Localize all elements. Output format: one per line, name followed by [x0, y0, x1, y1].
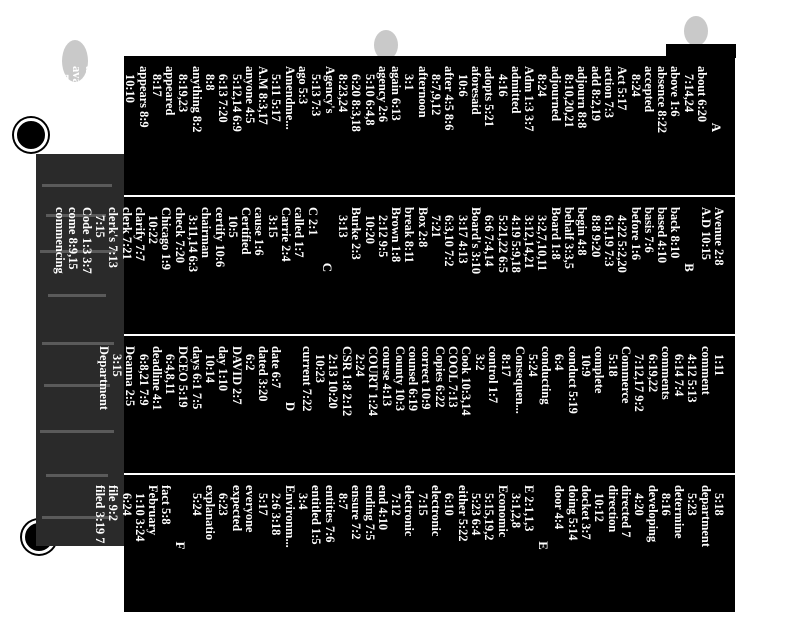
index-entry: 8:24 — [628, 74, 643, 97]
index-entry: 7:15 — [92, 215, 107, 238]
index-entry: 6:23 — [216, 493, 231, 516]
index-entry: 5:17 — [256, 493, 271, 516]
index-letter-heading: C — [319, 262, 335, 273]
index-entry: file 9:2 — [106, 485, 121, 522]
index-entry: agency 2:6 — [375, 66, 390, 123]
index-entry: 5:23 6:4 — [468, 493, 483, 536]
index-entry: 3:13 — [335, 215, 350, 238]
index-entry: comment — [698, 346, 713, 395]
index-entry: deadline 4:1 — [149, 346, 164, 411]
index-page — [53, 56, 735, 612]
index-entry: anything 8:2 — [189, 66, 204, 133]
index-entry: 8:8 — [203, 74, 218, 91]
index-entry: 8:16 — [658, 493, 673, 516]
index-entry: certify 10:6 — [212, 207, 227, 268]
index-entry: comments — [658, 346, 673, 400]
index-entry: DCEO 5:19 — [176, 346, 191, 408]
index-entry: 6:1,19 7:3 — [601, 215, 616, 267]
index-entry: 7:14,24 — [681, 74, 696, 113]
index-entry: 4:22 5:2,20 — [615, 215, 630, 273]
index-entry: Consequen... — [512, 346, 527, 414]
index-entry: 7:12,17 9:2 — [632, 354, 647, 412]
index-entry: 6:4,8,11 — [163, 354, 178, 395]
index-entry: fact 5:8 — [159, 485, 174, 525]
index-entry: DAVID 2:7 — [229, 346, 244, 405]
index-entry: department — [698, 485, 713, 547]
index-entry: 3:1 — [402, 74, 417, 91]
index-entry: COOL 7:13 — [446, 346, 461, 408]
rotated-index — [53, 56, 735, 612]
index-entry: 4:19 5:9,18 — [508, 215, 523, 273]
index-entry: current 7:22 — [299, 346, 314, 412]
index-entry: 10:14 — [203, 354, 218, 383]
index-entry: 6:10 — [442, 493, 457, 516]
index-entry: adopts 5:21 — [482, 66, 497, 127]
index-entry: Amendme... — [282, 66, 297, 130]
index-entry: commencing — [53, 207, 68, 274]
index-entry: 5:10 6:4,8 — [362, 74, 377, 126]
index-entry: 6:13 7:20 — [216, 74, 231, 123]
index-entry: filed 3:19 7 — [92, 485, 107, 544]
punch-shadow — [684, 16, 708, 46]
index-entry: complete — [592, 346, 607, 394]
index-entry: 1:11 — [712, 354, 726, 377]
index-entry: chairman — [199, 207, 214, 258]
index-entry: 8:19,23 — [176, 74, 191, 113]
index-entry: ensure 7:2 — [349, 485, 364, 540]
index-entry: 5:23 — [685, 493, 700, 516]
index-entry: about 6:20 — [695, 66, 709, 123]
index-entry: Environm... — [282, 485, 297, 548]
index-entry: end 4:10 — [375, 485, 390, 531]
index-entry: add 8:2,19 — [588, 66, 603, 122]
index-entry: docket 3:7 — [579, 485, 594, 540]
index-entry: 8:17 — [499, 354, 514, 377]
index-entry: 6:4 — [552, 354, 567, 371]
index-entry: 4:16 — [495, 74, 510, 97]
index-entry: Burke 2:3 — [349, 207, 364, 260]
index-entry: correct 10:9 — [419, 346, 434, 410]
index-entry: Brown 1:8 — [389, 207, 404, 263]
index-entry: electronic — [429, 485, 444, 537]
index-entry: accepted — [641, 66, 656, 113]
index-entry: Department — [96, 346, 111, 410]
index-entry: ending 7:5 — [362, 485, 377, 541]
index-entry: behalf 3:3,5 — [562, 207, 577, 269]
index-entry: 8:23,24 — [335, 74, 350, 113]
index-entry: door 4:4 — [552, 485, 567, 530]
index-entry: 2:12 9:5 — [375, 215, 390, 258]
index-entry: expected — [229, 485, 244, 532]
index-entry: 5:24 — [525, 354, 540, 377]
index-entry: clarify 7:7 — [132, 207, 147, 262]
index-entry: 10:9 — [579, 354, 594, 377]
index-entry: determine — [672, 485, 687, 539]
index-entry: 5:18 — [605, 354, 620, 377]
index-entry: assist 4:20 — [83, 66, 98, 121]
index-entry: 2:6 3:18 — [269, 493, 284, 536]
index-entry: 10:20 — [362, 215, 377, 244]
index-entry: Cook 10:3,14 — [459, 346, 474, 416]
index-entry: electronic — [402, 485, 417, 537]
index-entry: 2:13 10:20 — [326, 354, 341, 409]
index-entry: 3:2,7,10,11 — [535, 215, 550, 272]
index-entry: 5:11 5:17 — [269, 74, 284, 122]
index-entry: 4:12 5:13 — [685, 354, 700, 403]
index-entry: Board's 3:10 — [468, 207, 483, 275]
index-entry: everyone — [242, 485, 257, 533]
index-entry: 8:17 — [149, 74, 164, 97]
index-entry: 8:24 — [535, 74, 550, 97]
index-entry: A.D 10:15 — [698, 207, 713, 260]
index-entry: before 1:6 — [628, 207, 643, 261]
index-entry: control 1:7 — [485, 346, 500, 404]
index-entry: 4:20 — [632, 493, 647, 516]
index-entry: back 8:10 — [668, 207, 683, 259]
index-entry: 6:24 — [119, 493, 134, 516]
index-entry: 5:21,22 6:5 — [495, 215, 510, 273]
index-entry: available — [70, 66, 85, 114]
index-entry: based 4:10 — [655, 207, 670, 264]
index-column-2 — [53, 195, 735, 334]
index-entry: clerk 7:21 — [119, 207, 134, 260]
index-entry: 3:1,2,8 — [508, 493, 523, 529]
index-entry: 10:10 — [123, 74, 138, 103]
index-entry: 10:23 — [313, 354, 328, 383]
index-entry: explanatio — [203, 485, 218, 541]
index-entry: Deanna 2:5 — [123, 346, 138, 407]
index-entry: above 1:6 — [668, 66, 683, 117]
index-entry: dated 3:20 — [256, 346, 271, 402]
index-entry: 3:15 — [109, 354, 124, 377]
index-entry: aforesaid — [468, 66, 483, 115]
index-entry: appeared — [163, 66, 178, 116]
index-entry: Act 5:17 — [615, 66, 630, 111]
index-entry: either 5:22 — [455, 485, 470, 542]
index-entry: 5:24 6:23 — [56, 74, 71, 123]
index-entry: appears 8:9 — [136, 66, 151, 128]
index-entry: direction — [605, 485, 620, 533]
index-entry: ago 5:3 — [296, 66, 311, 105]
index-column-1 — [56, 56, 735, 195]
index-entry: 3:11,14 6:3 — [186, 215, 201, 273]
index-entry: Agency's — [322, 66, 337, 114]
index-entry: counsel 6:19 — [406, 346, 421, 412]
index-entry: begin 4:8 — [575, 207, 590, 256]
index-entry: Code 1:3 3:7 — [79, 207, 94, 274]
index-entry: 3:17 4:13 — [455, 215, 470, 264]
index-entry: aspects 8:1 — [96, 66, 111, 124]
index-entry: anyone 4:5 — [242, 66, 257, 124]
index-entry: 3:12,14,21 — [522, 215, 537, 269]
index-entry: basis 7:6 — [641, 207, 656, 253]
index-entry: 1:10 3:24 — [132, 493, 147, 542]
index-entry: Carrie 2:4 — [279, 207, 294, 262]
index-entry: COURT 1:24 — [366, 346, 381, 416]
index-entry: 6:20 8:3,18 — [349, 74, 364, 132]
index-entry: action 7:3 — [601, 66, 616, 118]
index-entry: absence 8:22 — [655, 66, 670, 134]
index-entry: 6:8,21 7:9 — [136, 354, 151, 406]
index-entry: come 8:9,15 — [66, 207, 81, 270]
index-entry: directed 7 — [618, 485, 633, 538]
index-entry: Box 2:8 — [415, 207, 430, 248]
index-letter-heading: E — [536, 541, 552, 550]
index-entry: called 1:7 — [292, 207, 307, 258]
index-entry: conduct 5:19 — [565, 346, 580, 414]
index-entry: day 1:10 — [216, 346, 231, 392]
index-letter-heading: B — [682, 263, 698, 272]
index-entry: 7:12 — [389, 493, 404, 516]
index-entry: afternoon — [415, 66, 430, 118]
index-entry: 7:21 — [429, 215, 444, 238]
index-entry: E 2:1,1,3 — [522, 485, 537, 532]
index-entry: Commerce — [618, 346, 633, 404]
index-entry: again 6:13 — [389, 66, 404, 121]
index-entry: C 2:1 — [305, 207, 320, 236]
index-entry: doing 5:14 — [565, 485, 580, 541]
index-entry: break 8:11 — [402, 207, 417, 263]
index-entry: Certified — [239, 207, 254, 255]
index-entry: 5:12,14 6:9 — [229, 74, 244, 132]
index-entry: 10:5 — [225, 215, 240, 238]
index-entry: adjourn 8:8 — [575, 66, 590, 129]
index-entry: Board 1:8 — [548, 207, 563, 260]
index-letter-heading: D — [283, 401, 299, 412]
index-entry: 5:18 — [712, 493, 726, 516]
index-entry: 10:12 — [592, 493, 607, 522]
index-entry: 3:4 — [296, 493, 311, 510]
index-entry: 3:2 — [472, 354, 487, 371]
index-entry: 5:24 — [189, 493, 204, 516]
index-entry: entitled 1:5 — [309, 485, 324, 545]
index-entry: 7:15 — [415, 493, 430, 516]
index-entry: 8:10,20,21 — [562, 74, 577, 128]
index-entry: 5:13 7:3 — [309, 74, 324, 117]
index-entry: 2:24 — [352, 354, 367, 377]
index-entry: 6:3,10 7:2 — [442, 215, 457, 267]
index-letter-heading: F — [173, 541, 189, 550]
index-entry: adjourned — [548, 66, 563, 122]
index-entry: conducting — [539, 346, 554, 405]
index-entry: after 4:5 8:6 — [442, 66, 457, 131]
index-entry: developing — [645, 485, 660, 543]
index-entry: 6:6 7:4,14 — [482, 215, 497, 267]
index-entry: February — [146, 485, 161, 536]
index-entry: days 6:1 7:5 — [189, 346, 204, 410]
index-entry: 10:22 — [146, 215, 161, 244]
index-letter-heading: A — [709, 122, 724, 133]
index-entry: Economic — [495, 485, 510, 538]
index-entry: Avenue 2:8 — [712, 207, 726, 266]
index-entry: admitted — [508, 66, 523, 114]
index-entry: Copies 6:22 — [432, 346, 447, 408]
index-entry: Adm 1:3 3:7 — [522, 66, 537, 132]
index-entry: 8:8 9:20 — [588, 215, 603, 258]
index-entry: A.M 8:3,17 — [256, 66, 271, 125]
index-entry: Chicago 1:9 — [159, 207, 174, 270]
index-entry: date 6:7 — [269, 346, 284, 389]
index-entry: 3:15 — [265, 215, 280, 238]
index-column-4 — [92, 473, 735, 612]
index-entry: CSR 1:8 2:12 — [339, 346, 354, 417]
index-entry: 8:7 — [335, 493, 350, 510]
index-entry: 10:6 — [455, 74, 470, 97]
index-entry: clerk's 7:13 — [106, 207, 121, 268]
index-entry: 5:15,19,2 — [482, 493, 497, 541]
index-entry: course 4:13 — [379, 346, 394, 407]
index-entry: entities 7:6 — [322, 485, 337, 543]
index-entry: 8:7,9,12 — [429, 74, 444, 116]
index-entry: 6:2 — [242, 354, 257, 371]
index-entry: County 10:3 — [392, 346, 407, 412]
index-entry: cause 1:6 — [252, 207, 267, 256]
binder-hole — [14, 118, 48, 152]
index-entry: 6:19,22 — [645, 354, 660, 393]
index-column-3 — [96, 334, 735, 473]
index-entry: check 7:20 — [172, 207, 187, 264]
index-entry: arrives 8:8 — [109, 66, 124, 123]
index-entry: 6:14 7:4 — [672, 354, 687, 397]
